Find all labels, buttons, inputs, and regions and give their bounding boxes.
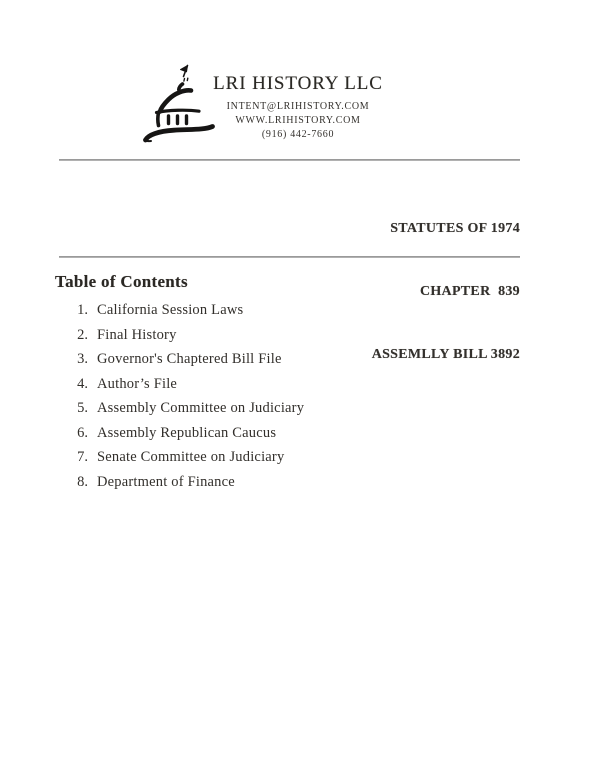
chapter-line: CHAPTER 839 xyxy=(419,284,520,299)
letterhead-text xyxy=(213,73,383,142)
toc-item-label: Final History xyxy=(97,326,177,343)
divider-bottom xyxy=(59,256,520,258)
toc-item-label: Governor's Chaptered Bill File xyxy=(97,351,282,367)
toc-item-number: 5. xyxy=(77,400,88,416)
toc-item-number: 8. xyxy=(77,473,88,490)
toc-item-label: Assembly Committee on Judiciary xyxy=(97,400,305,416)
toc-item-number: 4. xyxy=(77,375,88,392)
toc-heading: Table of Contents xyxy=(55,272,188,291)
toc-item-label: Senate Committee on Judiciary xyxy=(97,449,285,465)
toc-item xyxy=(0,376,520,401)
toc-item xyxy=(0,425,520,450)
toc-item xyxy=(0,449,520,474)
toc-item-label: Department of Finance xyxy=(97,473,235,490)
toc-item-number: 6. xyxy=(77,424,88,441)
toc-item xyxy=(0,474,520,499)
toc-item xyxy=(0,351,520,376)
statutes-line: STATUTES OF 1974 xyxy=(390,221,520,236)
company-phone: (916) 442-7660 xyxy=(261,129,335,140)
toc-item-number: 2. xyxy=(77,326,88,343)
toc-item xyxy=(0,400,520,425)
toc-item-number: 1. xyxy=(77,302,88,318)
assembly-bill-line: ASSEMLLY BILL 3892 xyxy=(371,347,520,362)
toc-list xyxy=(0,302,520,498)
toc-item-label: California Session Laws xyxy=(97,302,244,318)
capitol-dome-logo-icon xyxy=(143,63,221,145)
toc-item-number: 7. xyxy=(77,449,88,465)
toc-item xyxy=(0,302,520,327)
toc-item-label: Assembly Republican Caucus xyxy=(97,424,277,441)
toc-item xyxy=(0,327,520,352)
company-website: WWW.LRIHISTORY.COM xyxy=(235,115,361,126)
toc-item-number: 3. xyxy=(77,351,88,367)
toc-item-label: Author’s File xyxy=(97,375,178,392)
company-email: INTENT@LRIHISTORY.COM xyxy=(226,101,370,112)
divider-top xyxy=(59,159,520,161)
company-name: LRI HISTORY LLC xyxy=(213,73,383,94)
